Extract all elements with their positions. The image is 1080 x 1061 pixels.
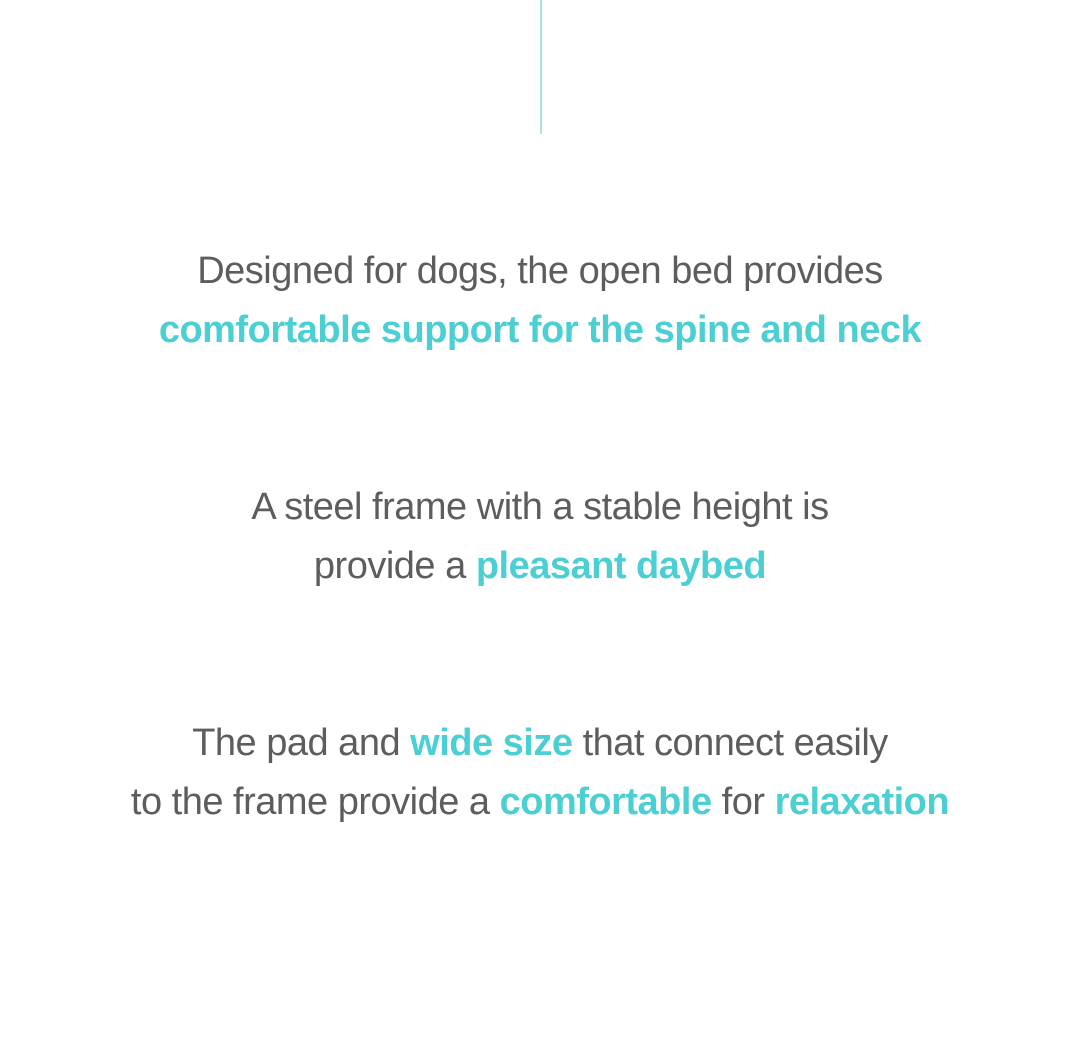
feature-highlight: comfortable: [499, 781, 712, 823]
feature-highlight: wide size: [410, 722, 573, 764]
feature-text: provide a: [313, 545, 466, 587]
feature-line: [0, 242, 1080, 301]
feature-text: The pad and: [192, 722, 401, 764]
feature-text: A steel frame with a stable height is: [251, 486, 829, 528]
feature-line: [0, 301, 1080, 360]
feature-text: for: [721, 781, 765, 823]
feature-text: Designed for dogs, the open bed provides: [197, 250, 883, 292]
feature-line: [0, 714, 1080, 773]
vertical-divider: [540, 0, 542, 134]
feature-text-spine-support: [0, 242, 1080, 360]
feature-text-pad-size: [0, 714, 1080, 832]
feature-line: [0, 537, 1080, 596]
feature-line: [0, 773, 1080, 832]
feature-text: that connect easily: [582, 722, 888, 764]
feature-text: to the frame provide a: [130, 781, 490, 823]
feature-text-steel-frame: [0, 478, 1080, 596]
feature-highlight: comfortable support for the spine and neck: [158, 309, 922, 351]
feature-line: [0, 478, 1080, 537]
feature-highlight: relaxation: [774, 781, 950, 823]
feature-highlight: pleasant daybed: [475, 545, 767, 587]
